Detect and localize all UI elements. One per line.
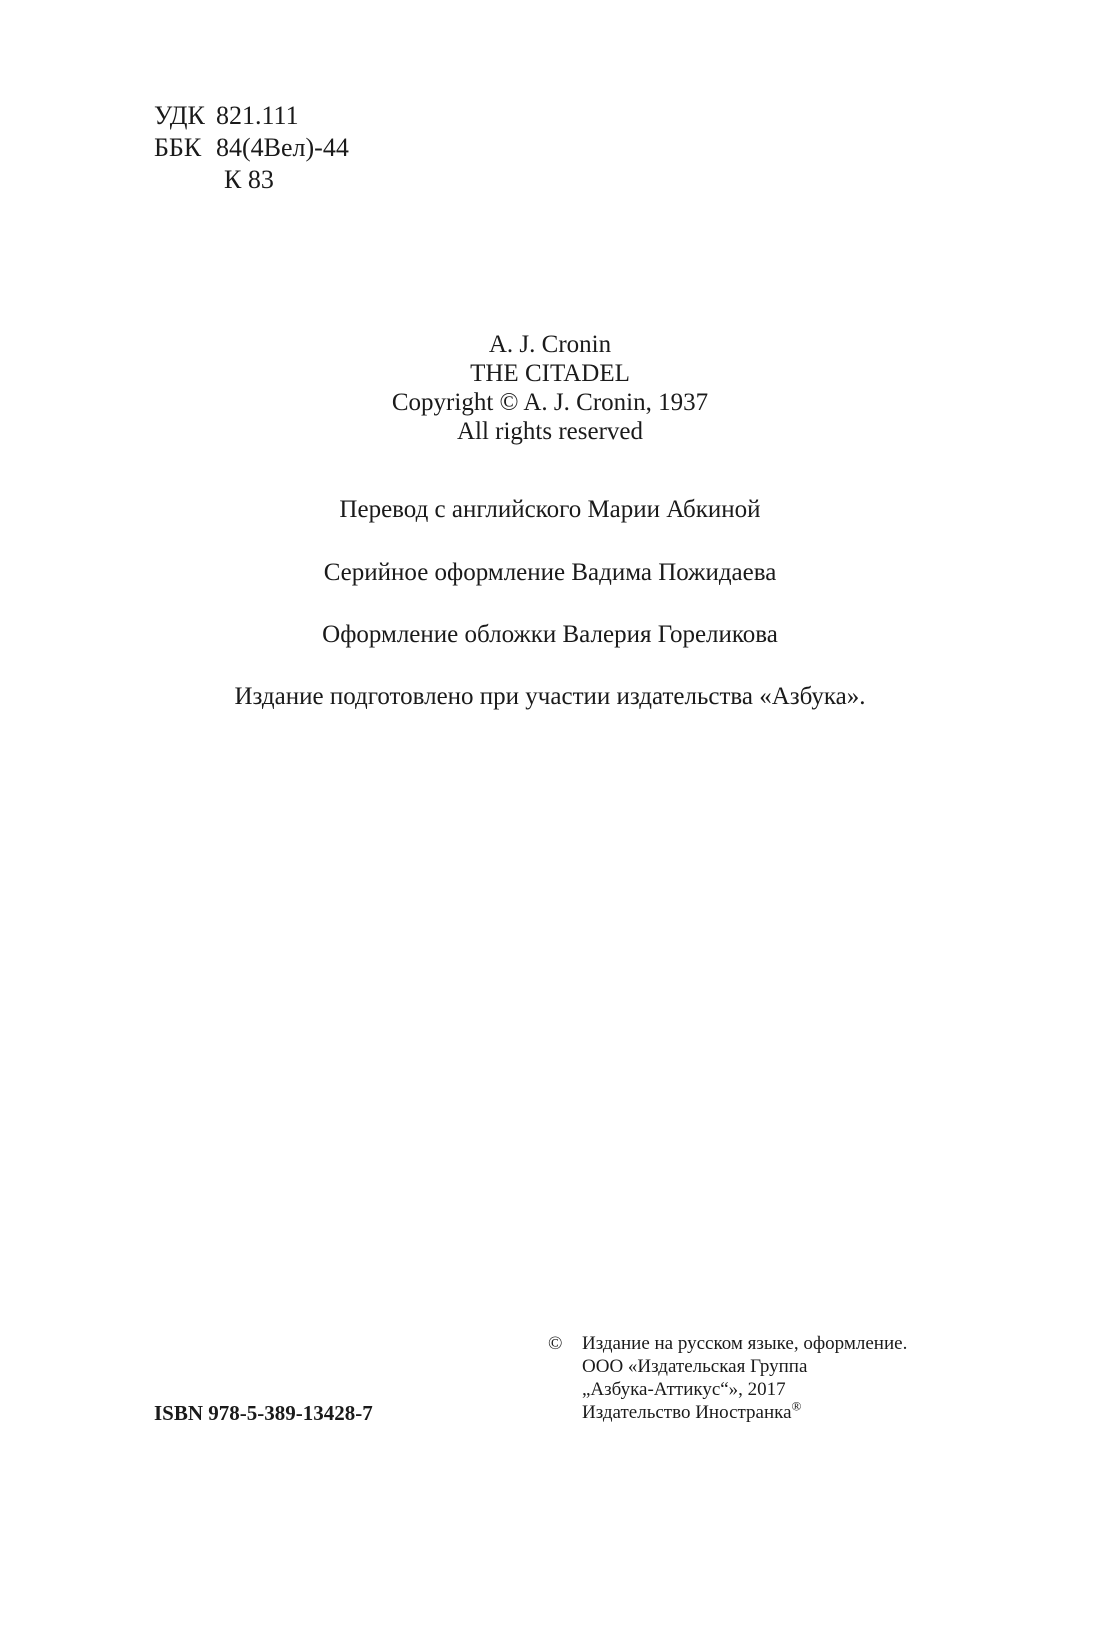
series-design-credit: Серийное оформление Вадима Пожидаева <box>323 559 777 586</box>
isbn: ISBN 978-5-389-13428-7 <box>154 1401 373 1425</box>
udk-row <box>154 100 349 132</box>
udk-value: 821.111 <box>216 101 299 130</box>
publisher-copyright-line-last <box>582 1398 907 1424</box>
publisher-copyright-line: „Азбука-Аттикус“», 2017 <box>582 1379 786 1400</box>
bbk-row <box>154 132 349 164</box>
bbk-label: ББК <box>154 133 202 162</box>
classification-block <box>154 100 349 196</box>
publisher-copyright-block <box>548 1332 907 1424</box>
publisher-copyright-lines <box>582 1332 907 1424</box>
original-rights: All rights reserved <box>456 418 644 445</box>
udk-label: УДК <box>154 101 205 130</box>
bbk-value: 84(4Вел)-44 <box>216 133 349 162</box>
prepared-note: Издание подготовлено при участии издательства «Азбука». <box>234 683 866 710</box>
original-edition-block <box>0 330 1100 446</box>
copyright-symbol: © <box>548 1333 563 1354</box>
author-mark-row <box>154 164 349 196</box>
original-copyright: Copyright © A. J. Cronin, 1937 <box>391 389 709 416</box>
cover-design-credit: Оформление обложки Валерия Гореликова <box>322 621 778 648</box>
publisher-copyright-line: ООО «Издательская Группа <box>582 1356 808 1377</box>
registered-mark: ® <box>791 1398 802 1414</box>
author-mark: К 83 <box>224 165 274 194</box>
translation-credit: Перевод с английского Марии Абкиной <box>339 496 761 523</box>
original-title: THE CITADEL <box>470 360 630 387</box>
publisher-copyright-line: Издание на русском языке, оформление. <box>582 1333 908 1354</box>
publisher-name: Издательство Иностранка <box>582 1402 792 1423</box>
original-author: A. J. Cronin <box>488 331 612 358</box>
